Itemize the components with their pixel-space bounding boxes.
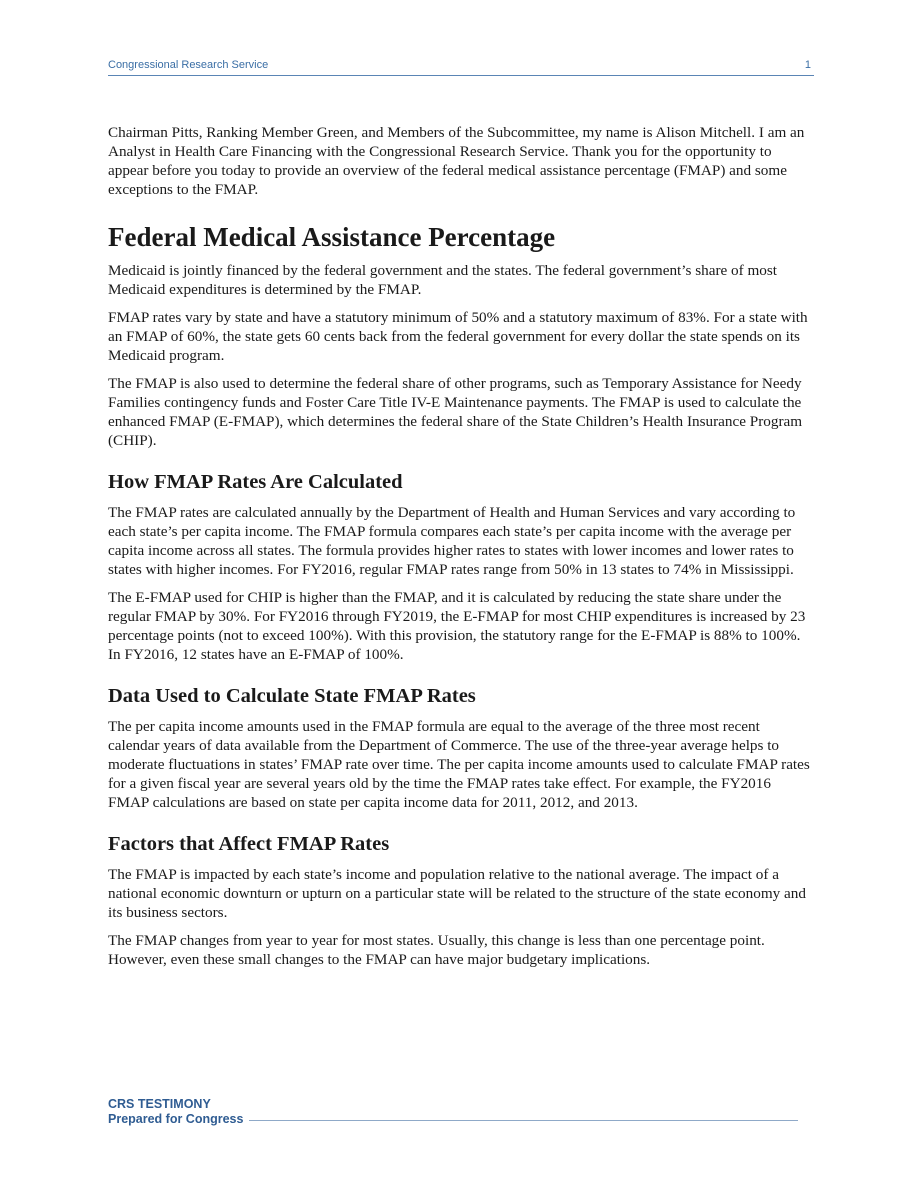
paragraph: FMAP rates vary by state and have a statutory minimum of 50% and a statutory maximum of 83%. For a state with an FMAP of 60%, the state gets 60 cents back from the federal government for every dollar the state spends on its Medicaid program. xyxy=(108,309,808,364)
footer-prepared-for-congress: Prepared for Congress xyxy=(108,1112,244,1126)
footer-crs-testimony: CRS TESTIMONY xyxy=(108,1097,211,1111)
intro-paragraph: Chairman Pitts, Ranking Member Green, and Members of the Subcommittee, my name is Alison Mitchell. I am an Analyst in Health Care Financing with the Congressional Research Service. Thank you for the opportunity to appear before you today to provide an overview of the federal medical assistance percentage (FMAP) and some exceptions to the FMAP. xyxy=(108,124,805,198)
paragraph: The FMAP changes from year to year for most states. Usually, this change is less than one percentage point. However, even these small changes to the FMAP can have major budgetary implications. xyxy=(108,932,765,968)
document-body xyxy=(108,123,814,978)
subsection-heading-factors: Factors that Affect FMAP Rates xyxy=(108,833,390,855)
section-heading-fmap: Federal Medical Assistance Percentage xyxy=(108,222,556,252)
footer-line2 xyxy=(108,1112,798,1127)
paragraph: The per capita income amounts used in the FMAP formula are equal to the average of the three most recent calendar years of data available from the Department of Commerce. The use of the three-year average helps to moderate fluctuations in states’ FMAP rate over time. The per capita income amounts used to calculate FMAP rates for a given fiscal year are several years old by the time the FMAP rates take effect. For example, the FY2016 FMAP calculations are based on state per capita income data for 2011, 2012, and 2013. xyxy=(108,718,810,811)
page-header xyxy=(108,59,814,76)
header-organization: Congressional Research Service xyxy=(108,59,269,71)
paragraph: The FMAP is also used to determine the federal share of other programs, such as Temporary Assistance for Needy Families contingency funds and Foster Care Title IV-E Maintenance payments. The FMAP is used to calculate the enhanced FMAP (E-FMAP), which determines the federal share of the State Children’s Health Insurance Program (CHIP). xyxy=(108,375,803,449)
paragraph: The E-FMAP used for CHIP is higher than the FMAP, and it is calculated by reducing the state share under the regular FMAP by 30%. For FY2016 through FY2019, the E-FMAP for most CHIP expenditures is increased by 23 percentage points (not to exceed 100%). With this provision, the statutory range for the E-FMAP is 88% to 100%. In FY2016, 12 states have an E-FMAP of 100%. xyxy=(108,589,806,663)
page-number: 1 xyxy=(804,59,811,71)
subsection-heading-data: Data Used to Calculate State FMAP Rates xyxy=(108,685,476,707)
paragraph: The FMAP rates are calculated annually by the Department of Health and Human Services and vary according to each state’s per capita income. The FMAP formula compares each state’s per capita income with the average per capita income across all states. The formula provides higher rates to states with lower incomes and lower rates to states with higher incomes. For FY2016, regular FMAP rates range from 50% in 13 states to 74% in Mississippi. xyxy=(108,504,796,578)
paragraph: Medicaid is jointly financed by the federal government and the states. The federal government’s share of most Medicaid expenditures is determined by the FMAP. xyxy=(108,262,778,298)
subsection-heading-calculation: How FMAP Rates Are Calculated xyxy=(108,471,403,493)
paragraph: The FMAP is impacted by each state’s income and population relative to the national average. The impact of a national economic downturn or upturn on a particular state will be related to the structure of the state economy and its business sectors. xyxy=(108,866,806,921)
page-footer xyxy=(108,1097,798,1127)
footer-rule xyxy=(249,1120,798,1121)
